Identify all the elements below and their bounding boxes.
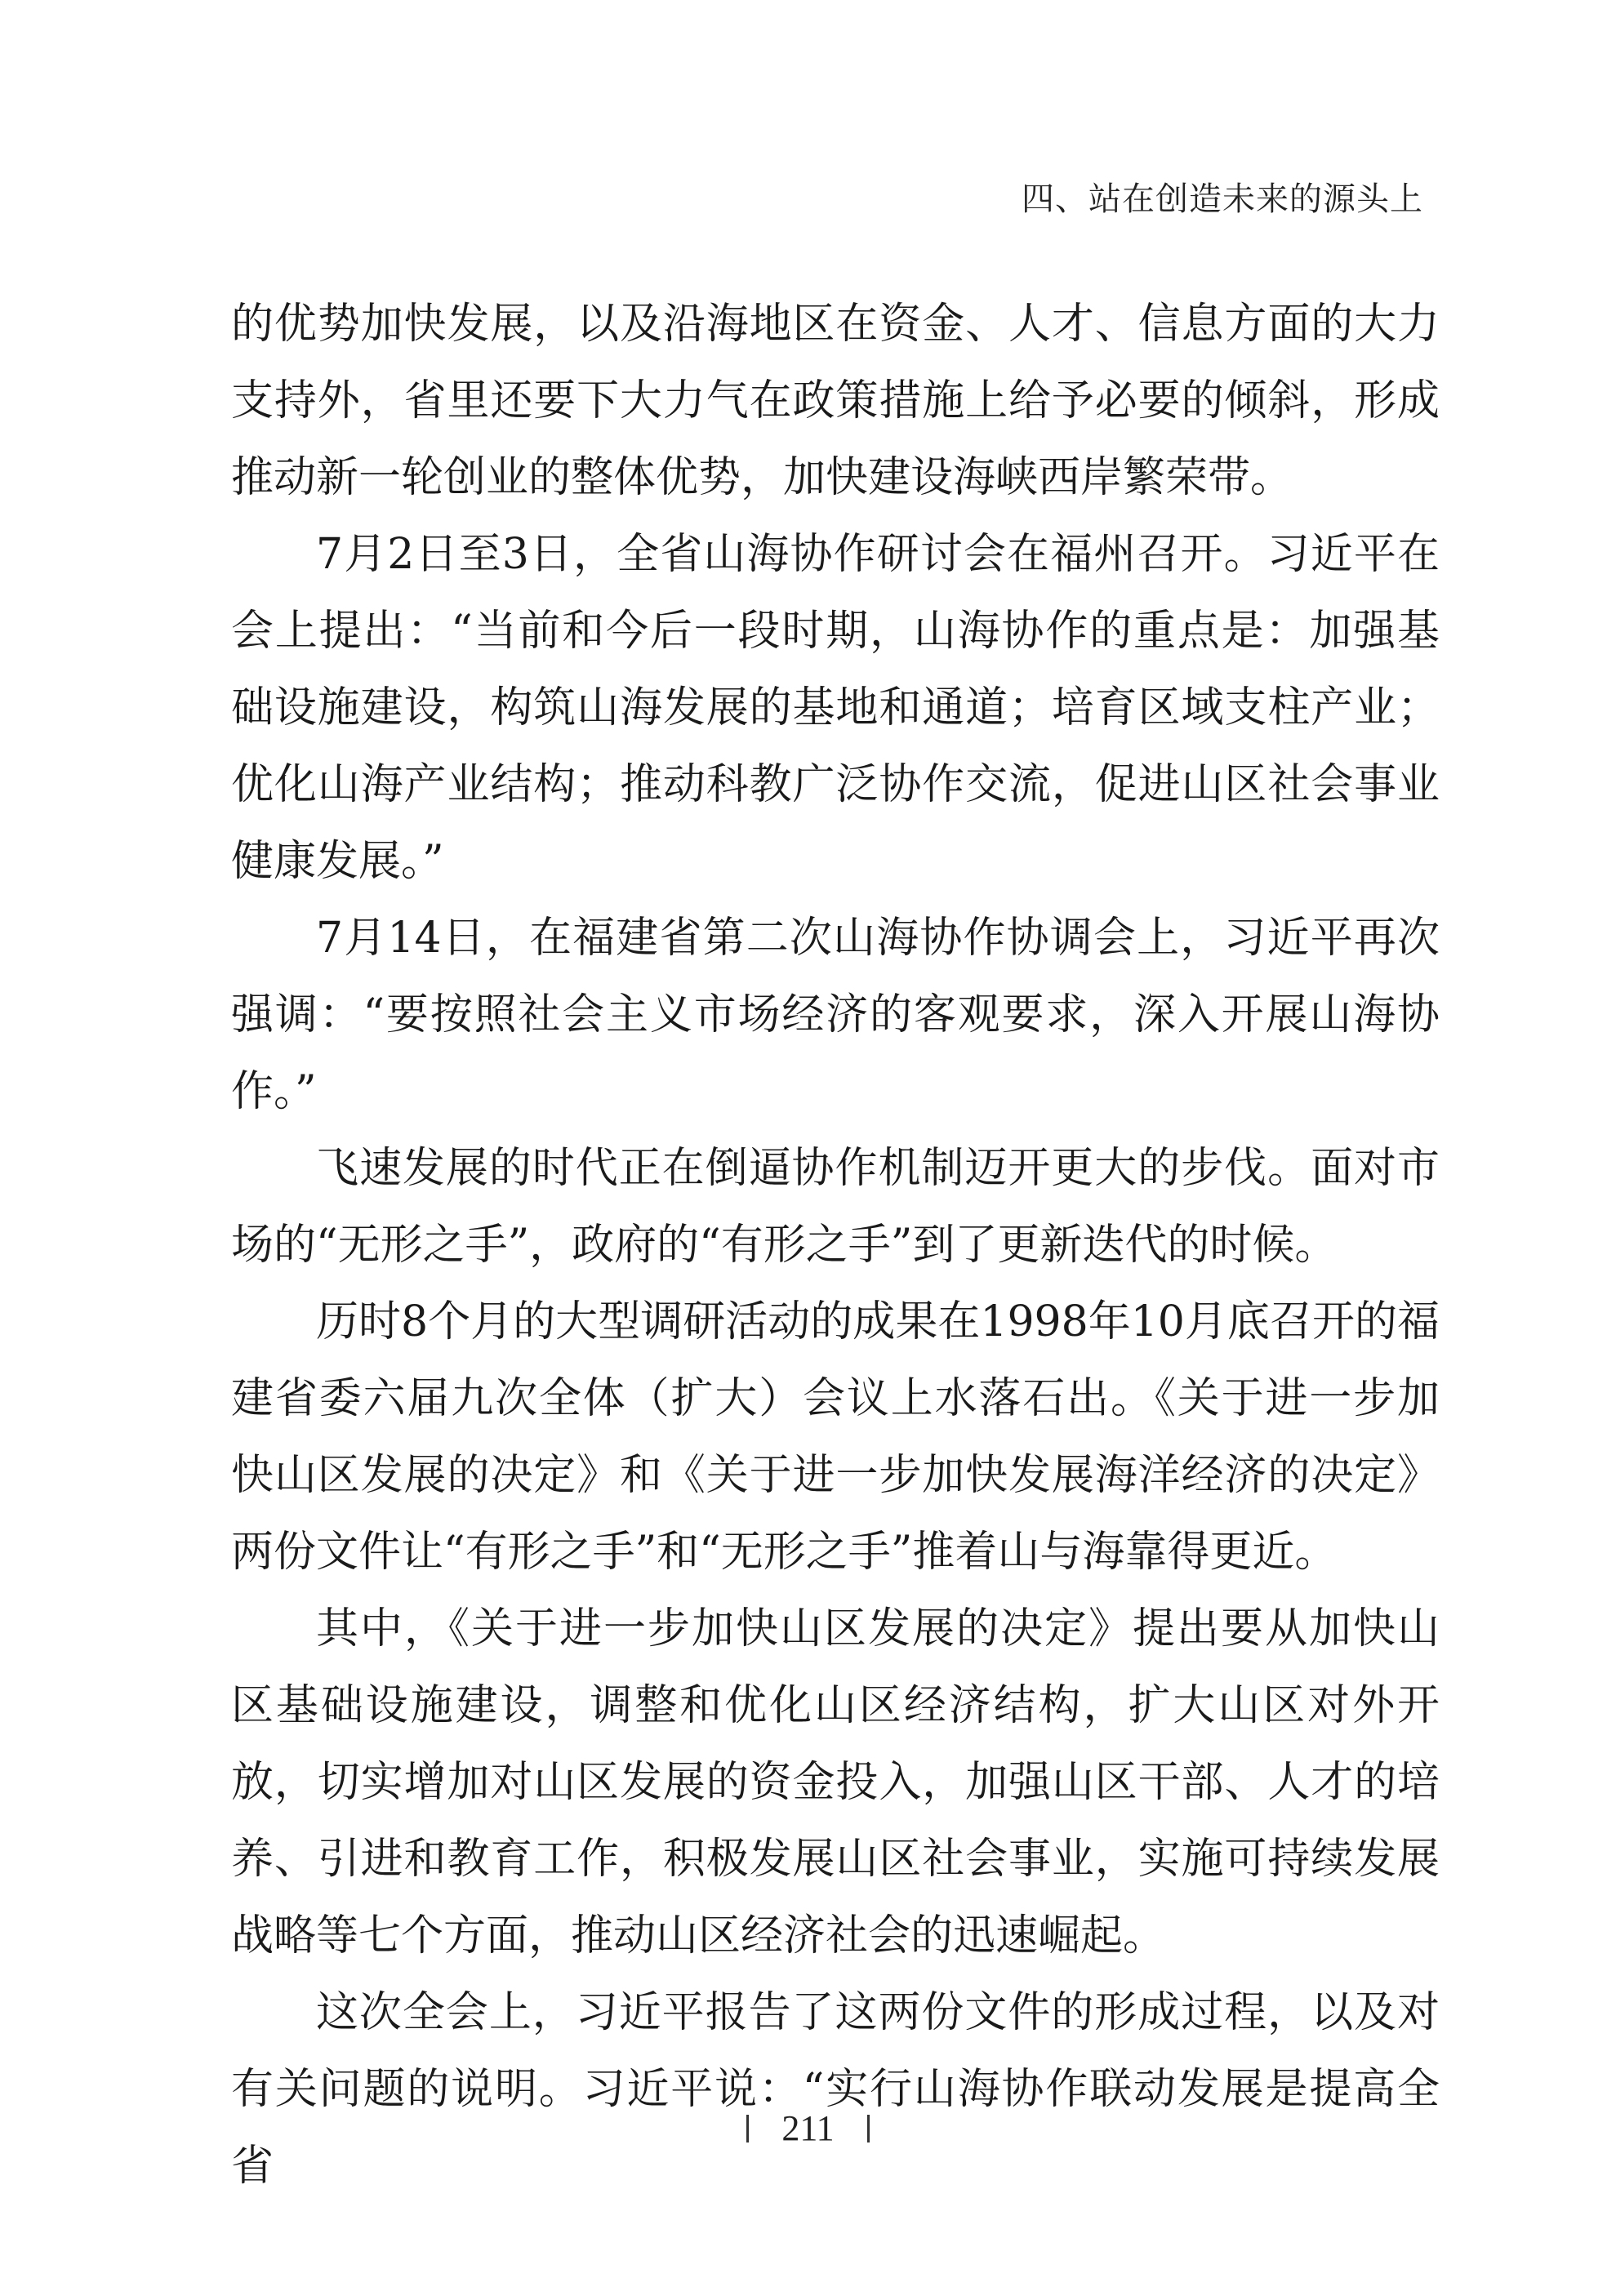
folio-bar-right <box>867 2115 870 2142</box>
paragraph-continued: 的优势加快发展，以及沿海地区在资金、人才、信息方面的大力支持外，省里还要下大力气在政策措施上给予必要的倾斜，形成推动新一轮创业的整体优势，加快建设海峡西岸繁荣带。 <box>231 300 1440 502</box>
paragraph: 7月14日，在福建省第二次山海协作协调会上，习近平再次强调：“要按照社会主义市场经济的客观要求，深入开展山海协作。” <box>231 914 1440 1116</box>
paragraph: 飞速发展的时代正在倒逼协作机制迈开更大的步伐。面对市场的“无形之手”，政府的“有形之手”到了更新迭代的时候。 <box>231 1144 1440 1270</box>
paragraph: 历时8个月的大型调研活动的成果在1998年10月底召开的福建省委六届九次全体（扩大）会议上水落石出。《关于进一步加快山区发展的决定》和《关于进一步加快发展海洋经济的决定》两份文件让“有形之手”和“无形之手”推着山与海靠得更近。 <box>231 1297 1440 1577</box>
paragraph: 7月2日至3日，全省山海协作研讨会在福州召开。习近平在会上提出：“当前和今后一段时期，山海协作的重点是：加强基础设施建设，构筑山海发展的基地和通道；培育区域支柱产业；优化山海产业结构；推动科教广泛协作交流，促进山区社会事业健康发展。” <box>231 530 1440 886</box>
running-header: 四、站在创造未来的源头上 <box>1022 180 1423 218</box>
page-number: 211 <box>781 2108 835 2148</box>
page-number-footer <box>0 2105 1616 2149</box>
folio-bar-left <box>746 2115 749 2142</box>
body-text <box>231 286 1440 2205</box>
paragraph: 其中，《关于进一步加快山区发展的决定》提出要从加快山区基础设施建设，调整和优化山区经济结构，扩大山区对外开放，切实增加对山区发展的资金投入，加强山区干部、人才的培养、引进和教育工作，积极发展山区社会事业，实施可持续发展战略等七个方面，推动山区经济社会的迅速崛起。 <box>231 1604 1440 1960</box>
paragraph: 这次全会上，习近平报告了这两份文件的形成过程，以及对有关问题的说明。习近平说：“实行山海协作联动发展是提高全省 <box>231 1988 1440 2191</box>
